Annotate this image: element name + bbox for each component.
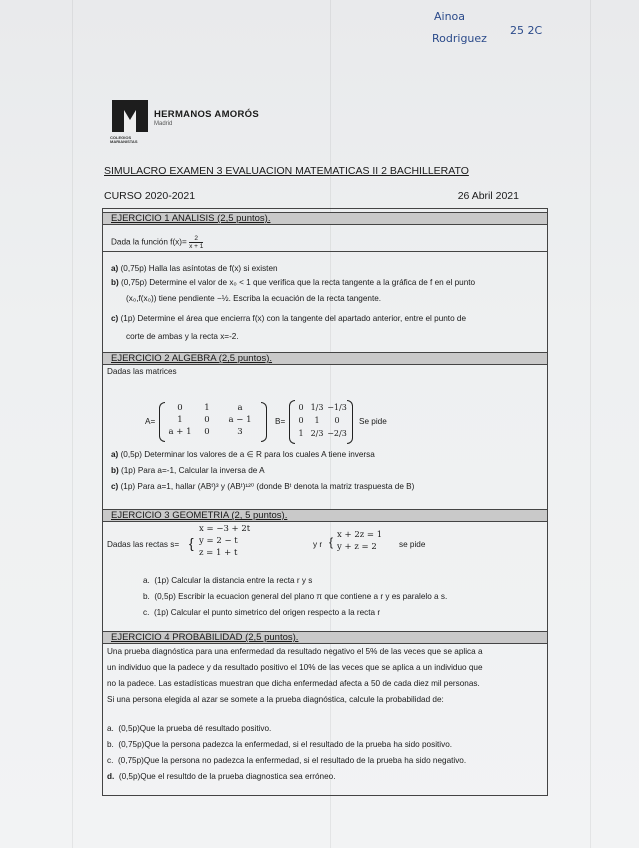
ex4-item (107, 723, 271, 734)
ex2-heading: EJERCICIO 2 ALGEBRA (2,5 puntos). (103, 352, 547, 365)
matrix-cell: 0 (204, 415, 210, 425)
ex3-heading: EJERCICIO 3 GEOMETRIA (2, 5 puntos). (103, 509, 547, 522)
matrix-a (165, 402, 261, 438)
bracket (347, 400, 353, 444)
item-letter: c. (143, 608, 150, 617)
line-r-equations (337, 529, 382, 553)
logo-caption: COLEGIOS MARIANISTAS (110, 135, 138, 144)
ex4-paragraph-line: Si una persona elegida al azar se somete a la prueba diagnóstica, calcule la probabilidad de: (107, 695, 444, 704)
item-text: (0,5p)Que el resultdo de la prueba diagnostica sea erróneo. (118, 772, 336, 781)
matrix-cell: 0 (298, 403, 304, 412)
matrix-cell: −1/3 (327, 403, 347, 412)
ex1-item (126, 293, 381, 304)
ex1-item (126, 331, 239, 342)
item-text: (0,5p)Que la prueba dé resultado positivo. (118, 724, 272, 733)
matrix-cell: 1/3 (310, 403, 324, 412)
exam-date: 26 Abril 2021 (457, 190, 519, 202)
line-s-equations (199, 523, 250, 559)
matrix-cell: −2/3 (327, 429, 347, 438)
ex1-intro (111, 235, 203, 250)
item-text: (0,75p) Halla las asíntotas de f(x) si existen (120, 264, 278, 273)
ex4-paragraph-line: un individuo que la padece y da resultado positivo el 10% de las veces que se aplica a un individuo que (107, 663, 483, 672)
ex4-item (107, 755, 466, 766)
school-name: HERMANOS AMORÓS (154, 109, 259, 120)
ex1-item (111, 313, 466, 324)
item-text: (0,5p) Escribir la ecuacion general del plano π que contiene a r y es paralelo a s. (154, 592, 448, 601)
course: CURSO 2020-2021 (104, 190, 196, 202)
matrix-cell: a − 1 (228, 415, 252, 425)
school-logo-icon (112, 100, 148, 140)
item-text: (0,75p) Determine el valor de x₀ < 1 que verifica que la recta tangente a la gráfica de f en el punto (121, 278, 476, 287)
ex1-heading: EJERCICIO 1 ANALISIS (2,5 puntos). (103, 212, 547, 225)
ex1-item (111, 277, 475, 288)
fn-denominator: x + 1 (189, 243, 204, 250)
ex3-intro: Dadas las rectas s= (107, 540, 180, 549)
item-text: (0,5p) Determinar los valores de a ∈ R para los cuales A tiene inversa (120, 450, 375, 459)
ex2-item (111, 481, 414, 492)
ex2-item (111, 449, 375, 460)
item-text: (1p) Para a=1, hallar (ABᵗ)³ y (ABᵗ)¹²⁰ (donde Bᵗ denota la matriz traspuesta de B) (120, 482, 415, 491)
paper-fold (72, 0, 73, 848)
equation: y + z = 2 (337, 542, 377, 552)
item-letter: b. (107, 740, 114, 749)
item-letter: b. (143, 592, 150, 601)
school-city: Madrid (154, 121, 173, 127)
handwritten-group: 25 2C (510, 24, 543, 37)
matrix-b-label: B= (275, 417, 286, 426)
handwritten-last-name: Rodriguez (432, 32, 487, 45)
matrix-cell: 0 (177, 403, 183, 413)
item-text: corte de ambas y la recta x=-2. (126, 332, 239, 341)
item-letter: b) (111, 278, 119, 287)
equation: x = −3 + 2t (199, 524, 251, 534)
ex3-item (143, 591, 447, 602)
ex4-item (107, 771, 336, 782)
item-text: (1p) Calcular el punto simetrico del origen respecto a la recta r (153, 608, 381, 617)
item-letter: a. (107, 724, 114, 733)
item-text: (0,75p)Que la persona padezca la enfermedad, si el resultado de la prueba ha sido positivo. (118, 740, 453, 749)
item-text: (0,75p)Que la persona no padezca la enfermedad, si el resultado de la prueba ha sido negativo. (117, 756, 467, 765)
ex3-r-label: y r (313, 540, 323, 549)
ex4-item (107, 739, 452, 750)
item-letter: a. (143, 576, 150, 585)
matrix-cell: a + 1 (168, 427, 192, 437)
ex2-intro: Dadas las matrices (107, 367, 177, 376)
handwritten-first-name: Ainoa (434, 10, 466, 23)
exam-sheet (102, 208, 548, 796)
matrix-cell: 1 (177, 415, 183, 425)
ex3-se-pide: se pide (399, 540, 426, 549)
ex4-heading: EJERCICIO 4 PROBABILIDAD (2,5 puntos). (103, 631, 547, 644)
item-text: (1p) Determine el área que encierra f(x) con la tangente del apartado anterior, entre el punto de (120, 314, 467, 323)
exam-title: SIMULACRO EXAMEN 3 EVALUACION MATEMATICAS II 2 BACHILLERATO (104, 165, 469, 177)
item-letter: d. (107, 772, 115, 781)
ex1-item (111, 263, 278, 274)
matrix-cell: 0 (334, 416, 340, 425)
matrix-cell: 0 (204, 427, 210, 437)
item-text: (x₀,f(x₀)) tiene pendiente −½. Escriba la ecuación de la recta tangente. (126, 294, 382, 303)
paper-fold (590, 0, 591, 848)
item-text: (1p) Calcular la distancia entre la recta r y s (154, 576, 313, 585)
matrix-cell: a (237, 403, 243, 413)
equation: x + 2z = 1 (337, 530, 383, 540)
fn-numerator: 2 (189, 235, 203, 243)
equation: y = 2 − t (199, 536, 238, 546)
matrix-cell: 0 (298, 416, 304, 425)
matrix-cell: 1 (314, 416, 320, 425)
matrix-cell: 1 (204, 403, 210, 413)
item-letter: c) (111, 482, 119, 491)
bracket (261, 402, 267, 442)
matrix-a-label: A= (145, 417, 156, 426)
equation: z = 1 + t (199, 548, 238, 558)
ex1-intro-text: Dada la función f(x)= (111, 237, 187, 247)
matrix-cell: 3 (237, 427, 243, 437)
divider (103, 251, 547, 252)
ex3-item (143, 607, 380, 618)
ex2-se-pide: Se pide (359, 417, 387, 426)
matrix-b (294, 401, 348, 440)
ex3-item (143, 575, 312, 586)
matrix-cell: 1 (298, 429, 304, 438)
brace: { (329, 535, 334, 549)
item-letter: c. (107, 756, 114, 765)
ex4-paragraph-line: no la padece. Las estadísticas muestran que dicha enfermedad afecta a 50 de cada diez mil personas. (107, 679, 480, 688)
brace: { (189, 535, 194, 551)
item-letter: c) (111, 314, 119, 323)
matrix-cell: 2/3 (310, 429, 324, 438)
item-letter: a) (111, 450, 119, 459)
item-letter: a) (111, 264, 119, 273)
ex2-item (111, 465, 265, 476)
item-letter: b) (111, 466, 119, 475)
ex4-paragraph-line: Una prueba diagnóstica para una enfermedad da resultado negativo el 5% de las veces que se aplica a (107, 647, 483, 656)
item-text: (1p) Para a=-1, Calcular la inversa de A (121, 466, 265, 475)
